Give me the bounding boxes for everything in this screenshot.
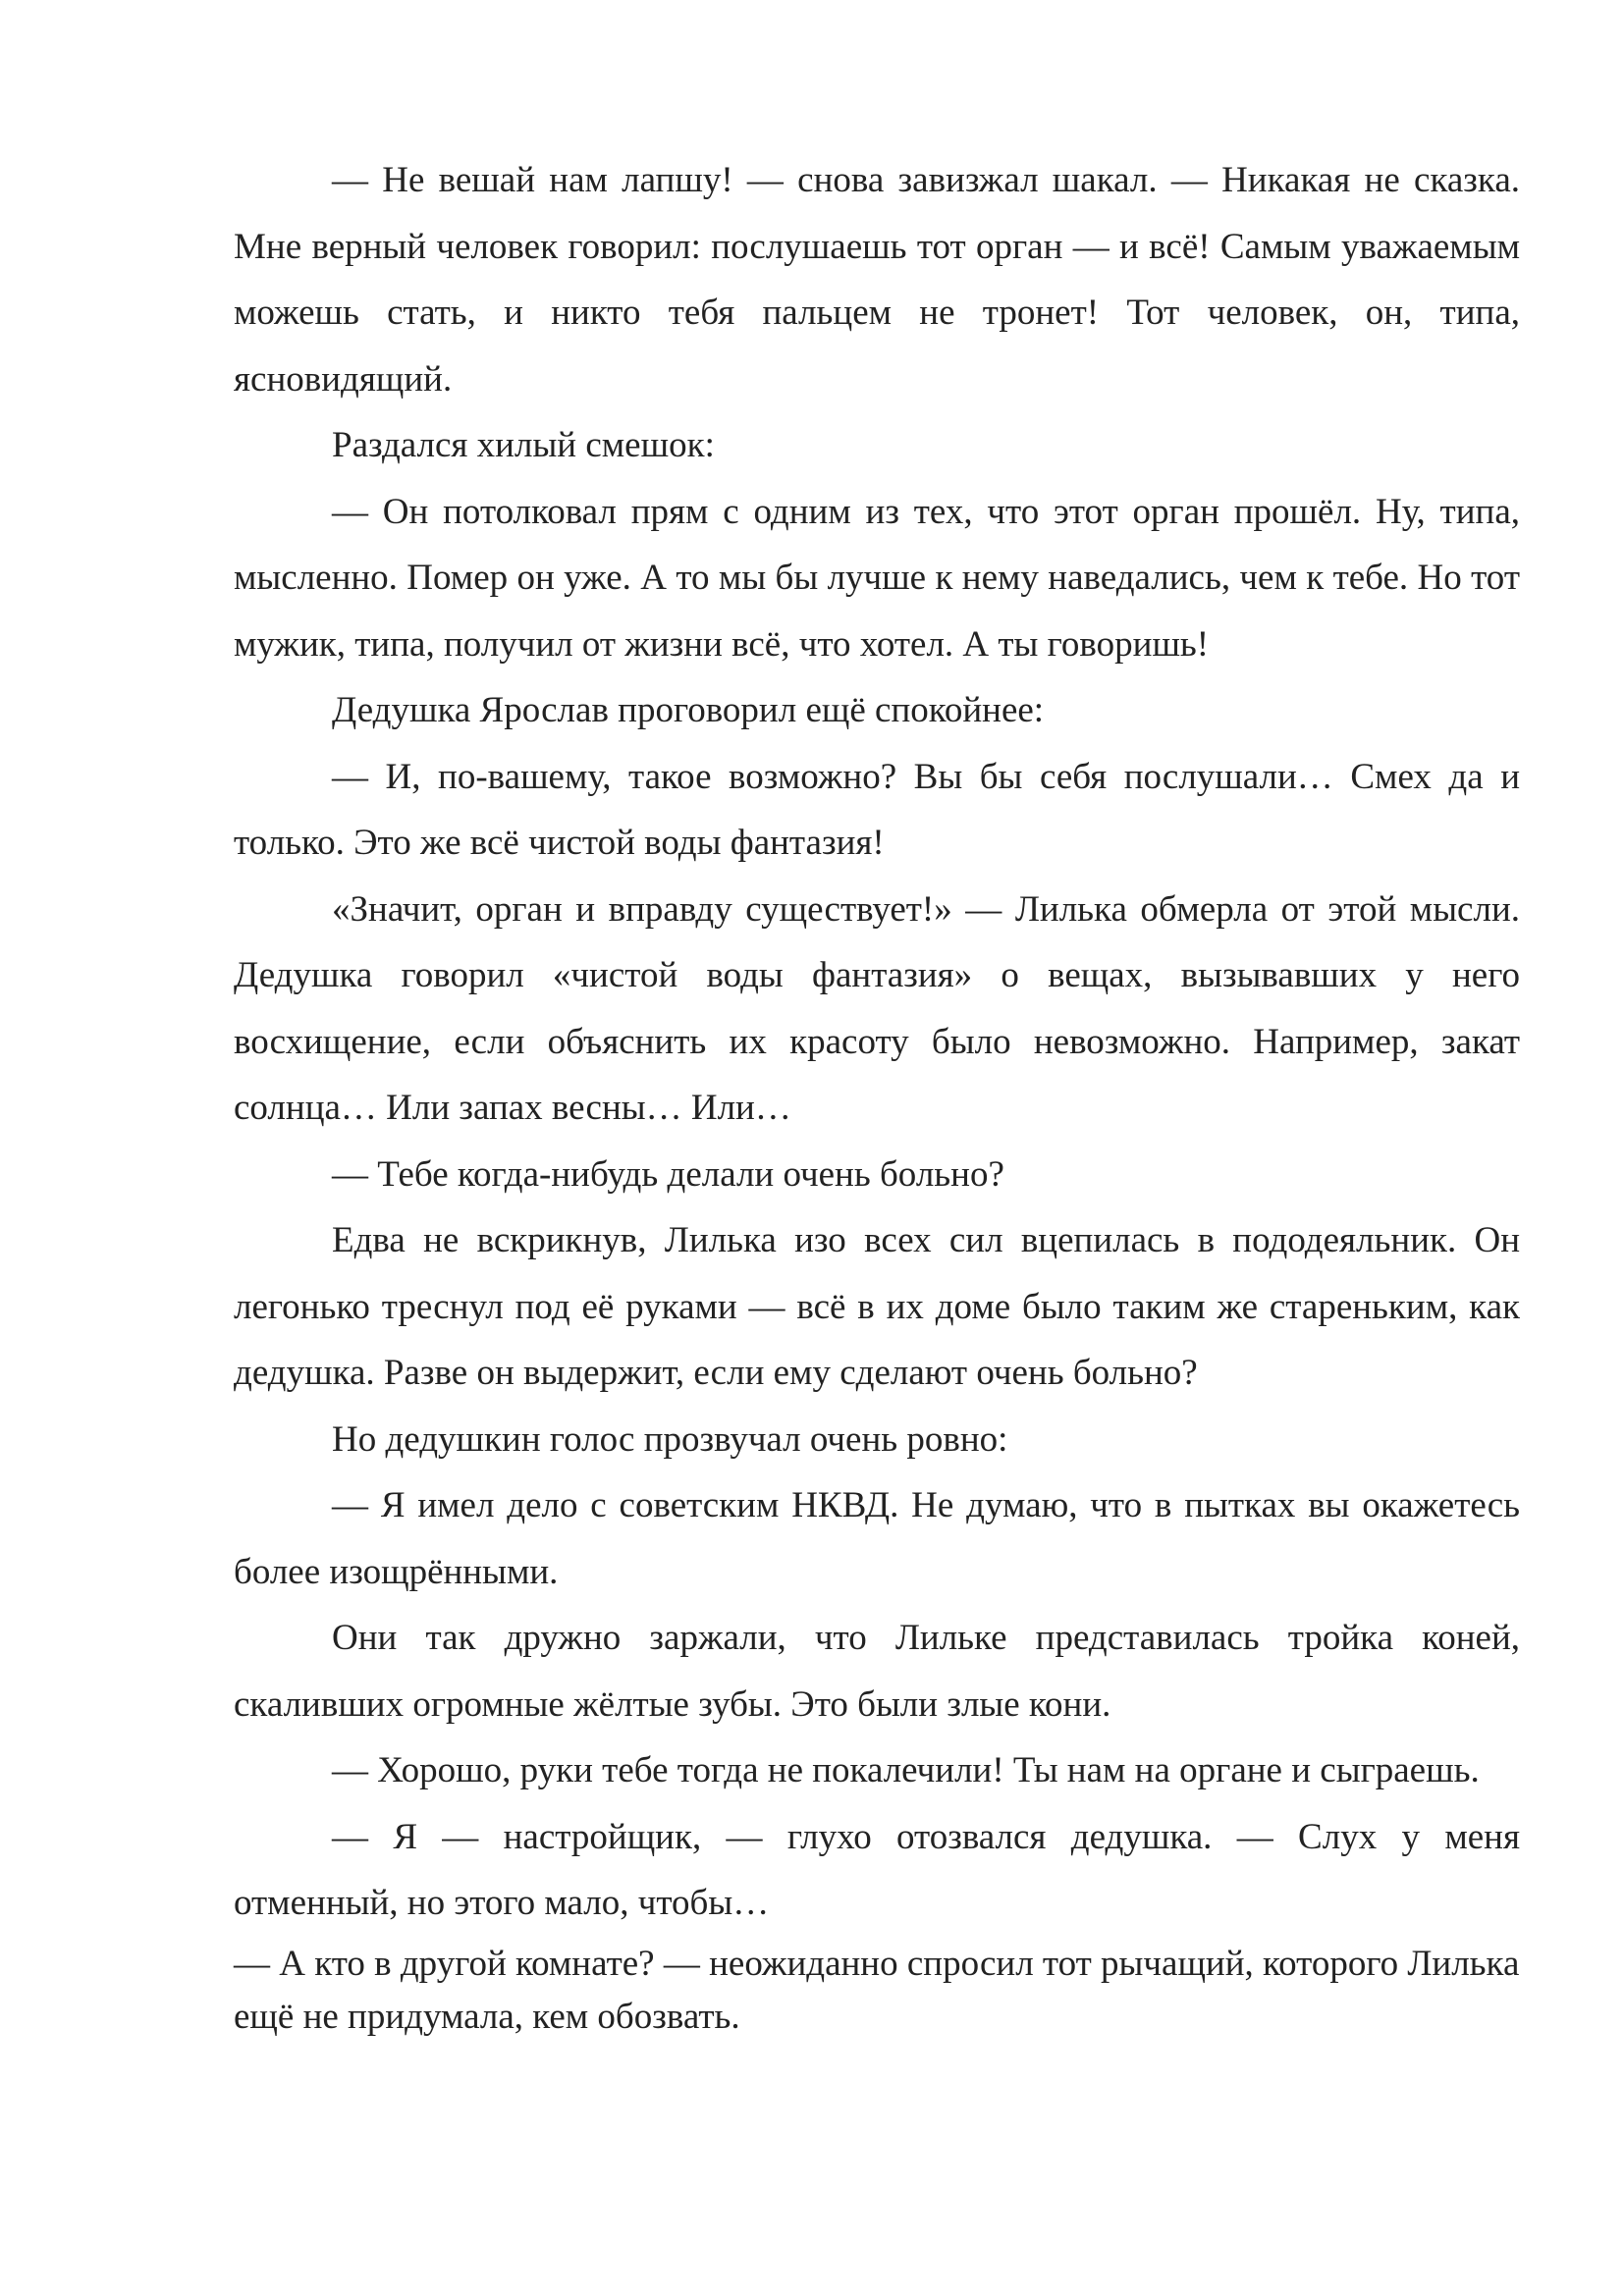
paragraph-10: — Я имел дело с советским НКВД. Не думаю, что в пытках вы окажетесь более изощрёнными. xyxy=(234,1485,1520,1592)
paragraph-9: Но дедушкин голос прозвучал очень ровно: xyxy=(332,1418,1008,1460)
paragraph-6: «Значит, орган и вправду существует!» — Лилька обмерла от этой мысли. Дедушка говорил «чистой воды фантазия» о вещах, вызывавших у него восхищение, если объяснить их красоту было невозможно. Например, закат солнца… Или запах весны… Или… xyxy=(234,888,1520,1128)
paragraph-14: — А кто в другой комнате? — неожиданно спросил тот рычащий, которого Лилька ещё не придумала, кем обозвать. xyxy=(234,1943,1520,2037)
document-page xyxy=(234,147,1520,2044)
paragraph-12: — Хорошо, руки тебе тогда не покалечили! Ты нам на органе и сыграешь. xyxy=(332,1750,1480,1790)
paragraph-11: Они так дружно заржали, что Лильке представилась тройка коней, скаливших огромные жёлтые зубы. Это были злые кони. xyxy=(234,1618,1520,1725)
paragraph-8: Едва не вскрикнув, Лилька изо всех сил вцепилась в пододеяльник. Он легонько треснул под её руками — всё в их доме было таким же стареньким, как дедушка. Разве он выдержит, если ему сделают очень больно? xyxy=(234,1220,1520,1393)
paragraph-3: — Он потолковал прям с одним из тех, что этот орган прошёл. Ну, типа, мысленно. Помер он уже. А то мы бы лучше к нему наведались, чем к тебе. Но тот мужик, типа, получил от жизни всё, что хотел. А ты говоришь! xyxy=(234,491,1520,665)
paragraph-4: Дедушка Ярослав проговорил ещё спокойнее: xyxy=(332,690,1045,730)
paragraph-13: — Я — настройщик, — глухо отозвался дедушка. — Слух у меня отменный, но этого мало, чтобы… xyxy=(234,1816,1520,1923)
paragraph-2: Раздался хилый смешок: xyxy=(332,425,715,465)
paragraph-1: — Не вешай нам лапшу! — снова завизжал шакал. — Никакая не сказка. Мне верный человек говорил: послушаешь тот орган — и всё! Самым уважаемым можешь стать, и никто тебя пальцем не тронет! Тот человек, он, типа, ясновидящий. xyxy=(234,160,1520,400)
paragraph-5: — И, по-вашему, такое возможно? Вы бы себя послушали… Смех да и только. Это же всё чистой воды фантазия! xyxy=(234,756,1520,863)
paragraph-7: — Тебе когда-нибудь делали очень больно? xyxy=(332,1153,1004,1195)
